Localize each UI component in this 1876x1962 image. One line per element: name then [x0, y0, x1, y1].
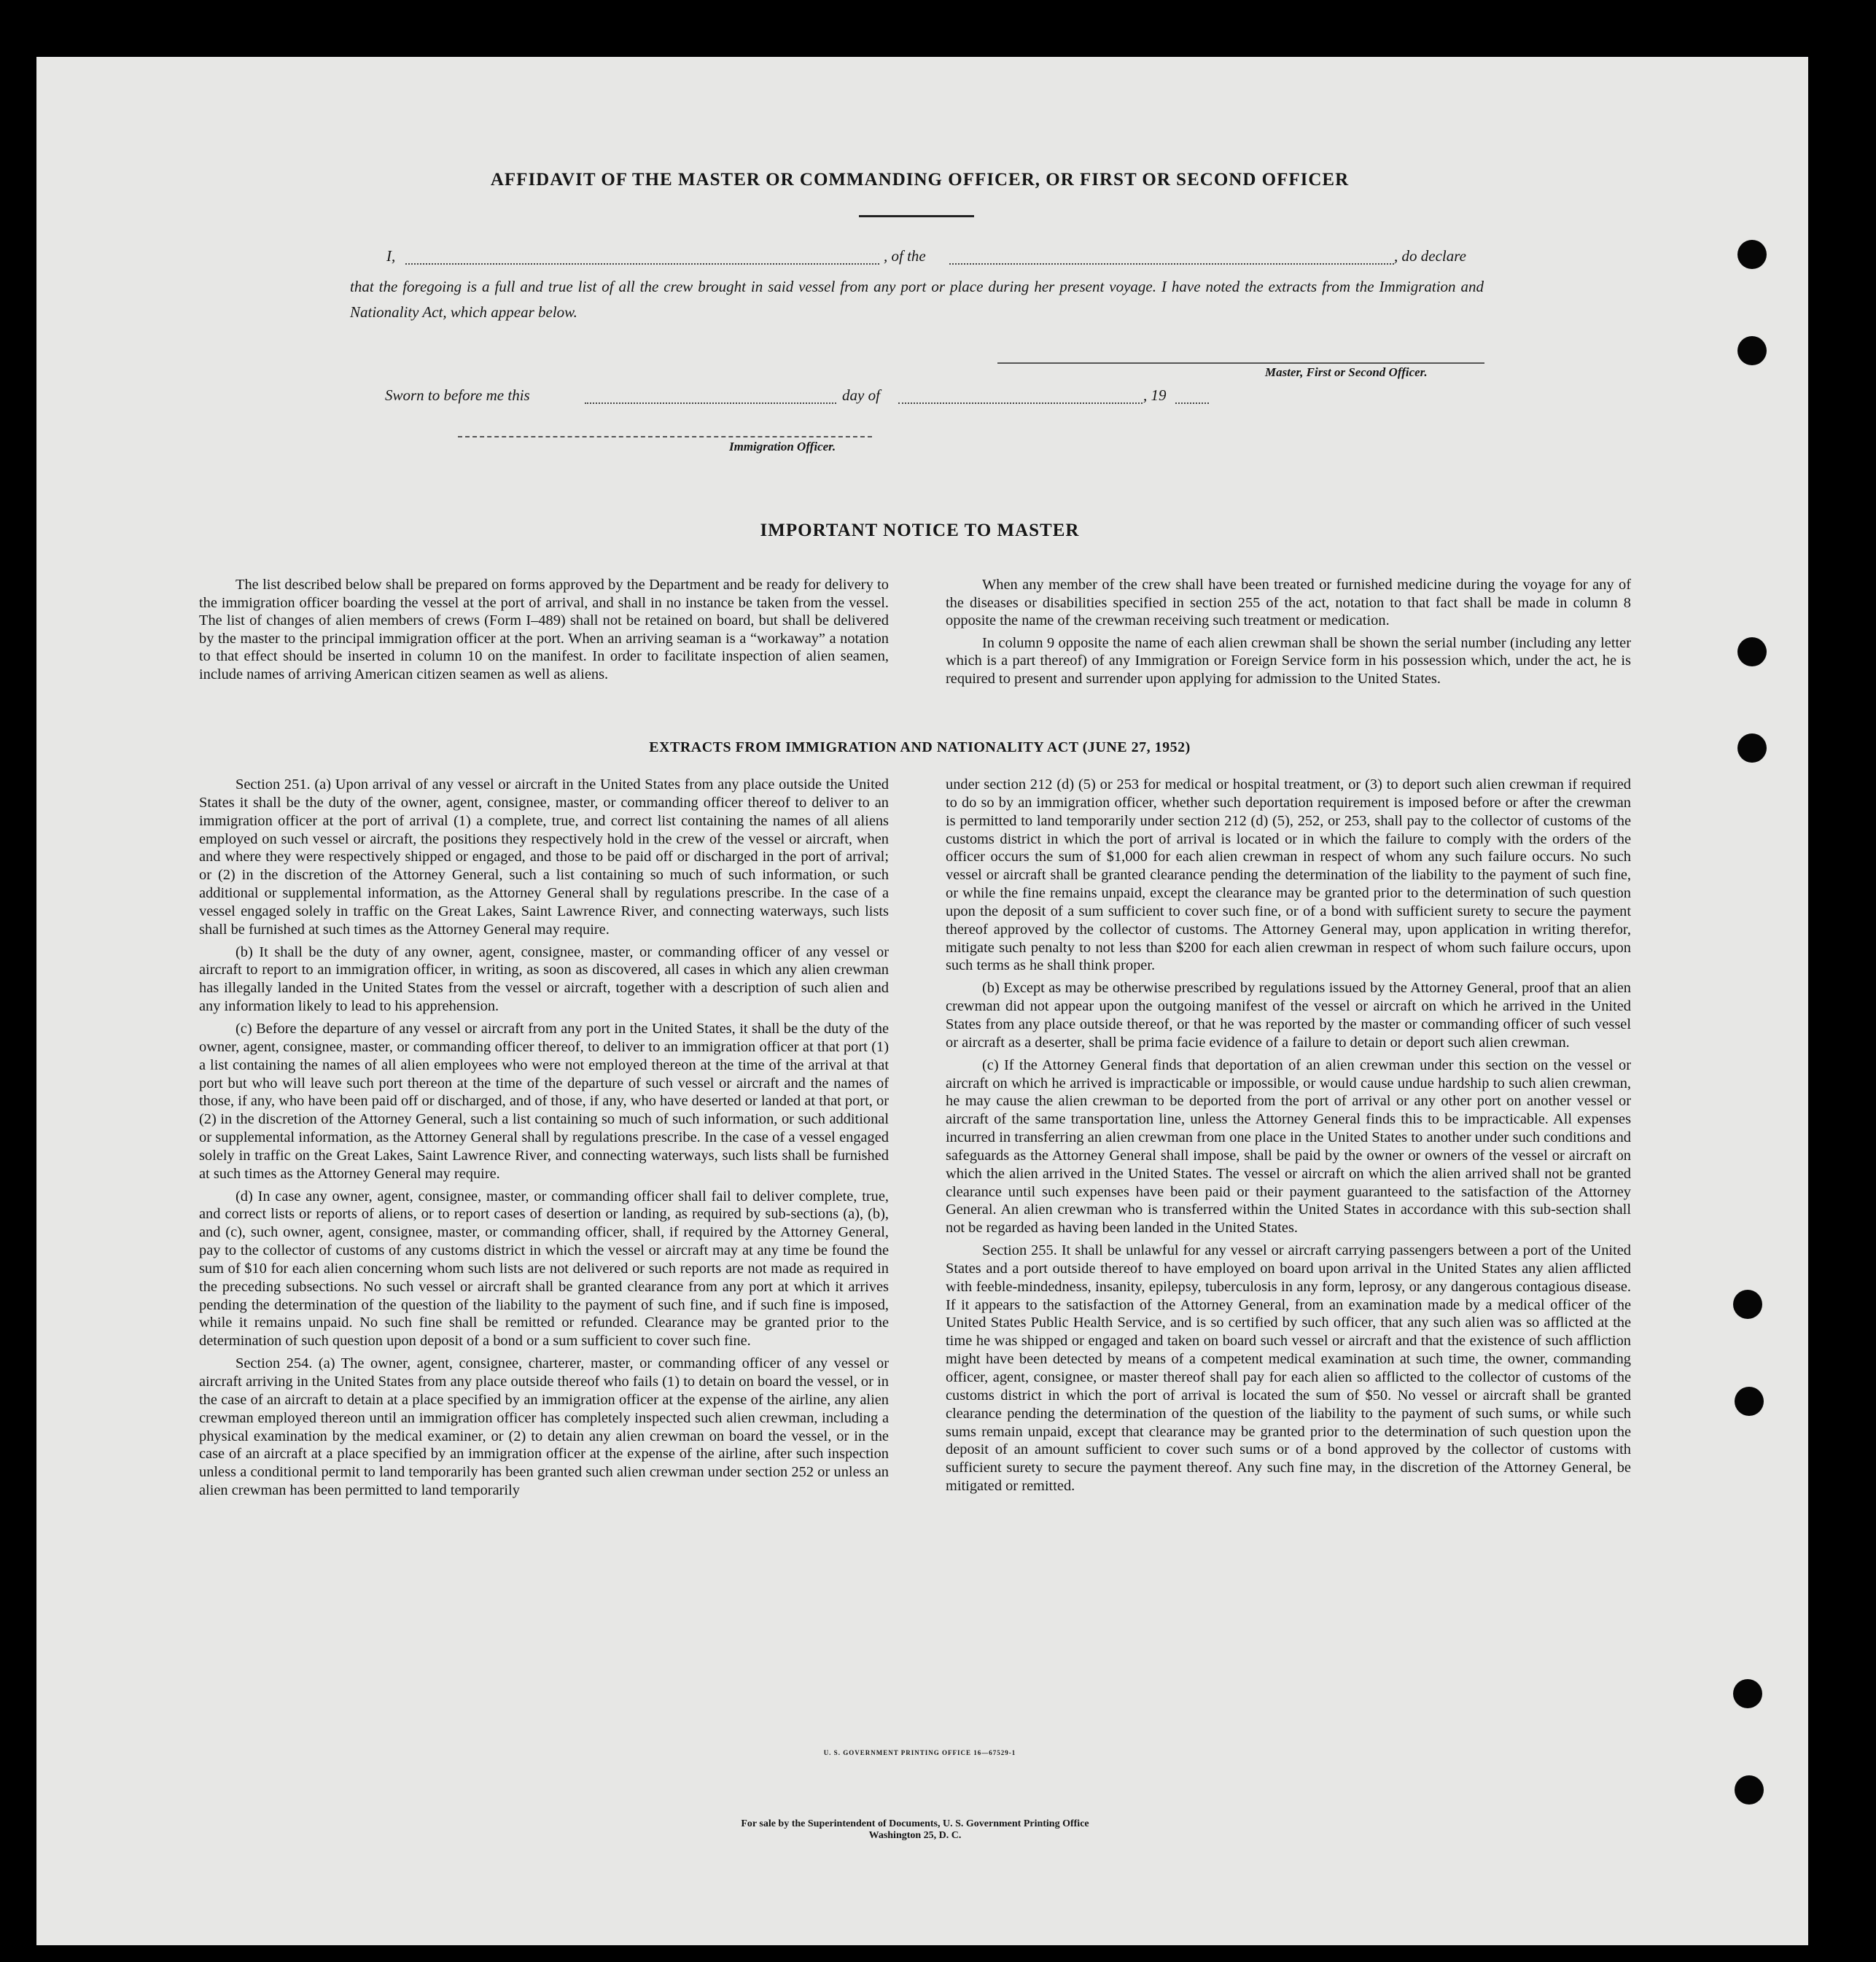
punch-hole — [1737, 336, 1767, 365]
punch-hole — [1735, 1775, 1764, 1805]
for-sale-line-1: For sale by the Superintendent of Documents, U. S. Government Printing Office — [741, 1818, 1089, 1829]
affidavit-statement: that the foregoing is a full and true list of all the crew brought in said vessel from any port or place during her present voyage. I have noted the extracts from the Immigration and Nationality Act, which appear below. — [350, 278, 1484, 321]
sworn-label: Sworn to before me this — [385, 386, 530, 404]
immigration-officer-caption: Immigration Officer. — [729, 440, 836, 453]
punch-hole — [1733, 1290, 1762, 1319]
title-rule — [859, 215, 974, 217]
section-254b: (b) Except as may be otherwise prescribed by regulations issued by the Attorney General, proof that an alien crewman did not appear upon the outgoing manifest of the vessel or aircraft on which he arrived in the United States from any place outside thereof, or that he was reported by the master or commanding officer of such vessel or aircraft as a deserter, shall be prima facie evidence of a failure to detain or deport such alien crewman. — [946, 980, 1631, 1051]
punch-hole — [1737, 637, 1767, 666]
extracts-title: EXTRACTS FROM IMMIGRATION AND NATIONALITY ACT (JUNE 27, 1952) — [649, 739, 1191, 755]
vessel-blank[interactable] — [949, 263, 1394, 265]
i-label: I, — [386, 247, 396, 265]
printer-line: U. S. GOVERNMENT PRINTING OFFICE 16—67529-1 — [823, 1749, 1016, 1756]
of-the-label: , of the — [884, 247, 926, 265]
section-251a: Section 251. (a) Upon arrival of any vessel or aircraft in the United States from any place outside the United States it shall be the duty of the owner, agent, consignee, master, or commanding officer thereof to deliver to an immigration officer at the port of arrival (1) a complete, true, and correct list containing the names of all aliens employed on such vessel or aircraft, the positions they respectively hold in the crew of the vessel or aircraft, when and where they were respectively shipped or engaged, and those to be paid off or discharged in the port of arrival; or (2) in the discretion of the Attorney General, such a list containing so much of such information, or such additional or supplemental information, as the Attorney General shall by regulations prescribe. In the case of a vessel engaged solely in traffic on the Great Lakes, Saint Lawrence River, and connecting waterways, such lists shall be furnished at such times as the Attorney General may require. — [199, 776, 889, 938]
section-254a: Section 254. (a) The owner, agent, consignee, charterer, master, or commanding officer of any vessel or aircraft arriving in the United States from any place outside thereof who fails (1) to detain on board the vessel, or in the case of an aircraft to detain at a place specified by an immigration officer at the expense of the airline, any alien crewman employed thereon until an immigration officer has completely inspected such alien crewman, including a physical examination by the medical examiner, or (2) to detain any alien crewman on board the vessel, or in the case of an aircraft at a place specified by an immigration officer at the expense of the airline, after such inspection unless a conditional permit to land temporarily has been granted such alien crewman under section 252 or unless an alien crewman has been permitted to land temporarily — [199, 1355, 889, 1499]
master-signature-line[interactable] — [997, 362, 1484, 364]
notice-right-paragraph-2: In column 9 opposite the name of each alien crewman shall be shown the serial number (including any letter which is a part thereof) of any Immigration or Foreign Service form in his possession which, under the act, he is required to present and surrender upon applying for admission to the United States. — [946, 634, 1631, 687]
section-251c: (c) Before the departure of any vessel or aircraft from any port in the United States, it shall be the duty of the owner, agent, consignee, master, or commanding officer thereof, to deliver to an immigration officer at that port (1) a list containing the names of all alien employees who were not employed thereon at the time of the arrival at that port but who will leave such port thereon at the time of the departure of such vessel or aircraft and the names of those, if any, who have been paid off or discharged, and of those, if any, who have deserted or landed at that port, or (2) in the discretion of the Attorney General, such a list containing so much of such information, or such additional or supplemental information, as the Attorney General shall by regulations prescribe. In the case of a vessel engaged solely in traffic on the Great Lakes, Saint Lawrence River, and connecting waterways, such lists shall be furnished at such times as the Attorney General may require. — [199, 1020, 889, 1182]
section-251b: (b) It shall be the duty of any owner, agent, consignee, master, or commanding officer of any vessel or aircraft to report to an immigration officer, in writing, as soon as discovered, all cases in which any alien crewman has illegally landed in the United States from the vessel or aircraft, together with a description of such alien and any information likely to lead to his apprehension. — [199, 943, 889, 1015]
name-blank[interactable] — [405, 263, 879, 265]
notice-right-column — [946, 576, 1631, 693]
punch-hole — [1737, 240, 1767, 269]
day-of-label: day of — [842, 386, 880, 404]
notice-right-paragraph-1: When any member of the crew shall have been treated or furnished medicine during the voyage for any of the diseases or disabilities specified in section 255 of the act, notation to that fact shall be made in column 8 opposite the name of the crewman receiving such treatment or medication. — [946, 577, 1631, 629]
sworn-year-blank[interactable] — [1175, 402, 1209, 404]
section-255: Section 255. It shall be unlawful for any vessel or aircraft carrying passengers between a port of the United States and a port outside thereof to have employed on board upon arrival in the United States any alien afflicted with feeble-mindedness, insanity, epilepsy, tuberculosis in any form, leprosy, or any dangerous contagious disease. If it appears to the satisfaction of the Attorney General, from an examination made by a medical officer of the United States Public Health Service, and is so certified by such officer, that any such alien was so afflicted at the time he was shipped or engaged and taken on board such vessel or aircraft and that the existence of such affliction might have been detected by means of a competent medical examination at such time, the owner, commanding officer, agent, consignee, or master thereof shall pay for each alien so afflicted to the collector of customs of the customs district in which the port of arrival is located the sum of $50. No vessel or aircraft shall be granted clearance pending the determination of the question of the liability to the payment of such sums, or while such sums remain unpaid, except that clearance may be granted prior to the determination of such question upon the deposit of an amount sufficient to cover such sums or of a bond approved by the collector of customs with sufficient surety to secure the payment thereof. Any such fine may, in the discretion of the Attorney General, be mitigated or remitted. — [946, 1242, 1631, 1495]
punch-hole — [1733, 1679, 1762, 1708]
extracts-right-column — [946, 776, 1631, 1500]
extracts-left-column — [199, 776, 889, 1504]
notice-left-paragraph: The list described below shall be prepared on forms approved by the Department and be ready for delivery to the immigration officer boarding the vessel at the port of arrival, and shall in no instance be taken from the vessel. The list of changes of alien members of crews (Form I–489) shall not be retained on board, but shall be delivered by the master to the principal immigration officer at the port. When an arriving seaman is a “workaway” a notation to that effect should be inserted in column 10 on the manifest. In order to facilitate inspection of alien seamen, include names of arriving American citizen seamen as well as aliens. — [199, 577, 889, 682]
for-sale-line-2: Washington 25, D. C. — [868, 1830, 962, 1841]
section-254c: (c) If the Attorney General finds that deportation of an alien crewman under this section on the vessel or aircraft on which he arrived is impracticable or impossible, or would cause undue hardship to such alien crewman, he may cause the alien crewman to be deported from the port of arrival or any other port on another vessel or aircraft of the same transportation line, unless the Attorney General finds this to be impracticable. All expenses incurred in transferring an alien crewman from one place in the United States to another under such conditions and safeguards as the Attorney General shall impose, shall be paid by the owner or owners of the vessel or aircraft on which the alien arrived in the United States. The vessel or aircraft on which the alien arrived shall not be granted clearance until such expenses have been paid or their payment guaranteed to the satisfaction of the Attorney General. An alien crewman who is transferred within the United States in accordance with this sub-section shall not be regarded as having been landed in the United States. — [946, 1056, 1631, 1237]
affidavit-title: AFFIDAVIT OF THE MASTER OR COMMANDING OFFICER, OR FIRST OR SECOND OFFICER — [490, 170, 1350, 190]
sworn-day-blank[interactable] — [585, 402, 836, 404]
punch-hole — [1735, 1387, 1764, 1416]
year-label: , 19 — [1143, 386, 1167, 404]
for-sale-notice — [0, 1818, 1830, 1842]
master-signature-caption: Master, First or Second Officer. — [1265, 365, 1428, 379]
immigration-officer-line[interactable] — [458, 436, 872, 437]
notice-title: IMPORTANT NOTICE TO MASTER — [760, 521, 1080, 540]
section-251d: (d) In case any owner, agent, consignee, master, or commanding officer shall fail to deliver complete, true, and correct lists or reports of aliens, or to report cases of desertion or landing, as required by sub-sections (a), (b), and (c), such owner, agent, consignee, master, or commanding officer, shall, if required by the Attorney General, pay to the collector of customs of any customs district in which the vessel or aircraft may at any time be found the sum of $10 for each alien concerning whom such lists are not delivered or such reports are not made as required in the preceding subsections. No such vessel or aircraft shall be granted clearance from any port at which it arrives pending the determination of the question of the liability to the payment of such fine, and if such fine is imposed, while it remains unpaid. No such fine shall be remitted or refunded. Clearance may be granted prior to the determination of such question upon deposit of a bond or a sum sufficient to cover such fine. — [199, 1188, 889, 1350]
notice-left-column — [199, 576, 889, 688]
declare-label: , do declare — [1394, 247, 1466, 265]
section-254a-continued: under section 212 (d) (5) or 253 for medical or hospital treatment, or (3) to deport such alien crewman if required to do so by an immigration officer, whether such deportation requirement is imposed before or after the crewman is permitted to land temporarily under section 212 (d) (5), 252, or 253, shall pay to the collector of customs of the customs district in which the port of arrival is located or in which the failure to comply with the orders of the officer occurs the sum of $1,000 for each alien crewman in respect of whom any such failure occurs. No such vessel or aircraft shall be granted clearance pending the determination of the liability to the payment of such fine, or while the fine remains unpaid, except the clearance may be granted prior to the determination of such question upon the deposit of a sum sufficient to cover such fine, or of a bond with sufficient surety to secure the payment thereof approved by the collector of customs. The Attorney General may, upon application in writing therefor, mitigate such penalty to not less than $200 for each alien crewman in respect of whom such failure occurs, upon such terms as he shall think proper. — [946, 776, 1631, 974]
sworn-month-blank[interactable] — [898, 402, 1143, 404]
